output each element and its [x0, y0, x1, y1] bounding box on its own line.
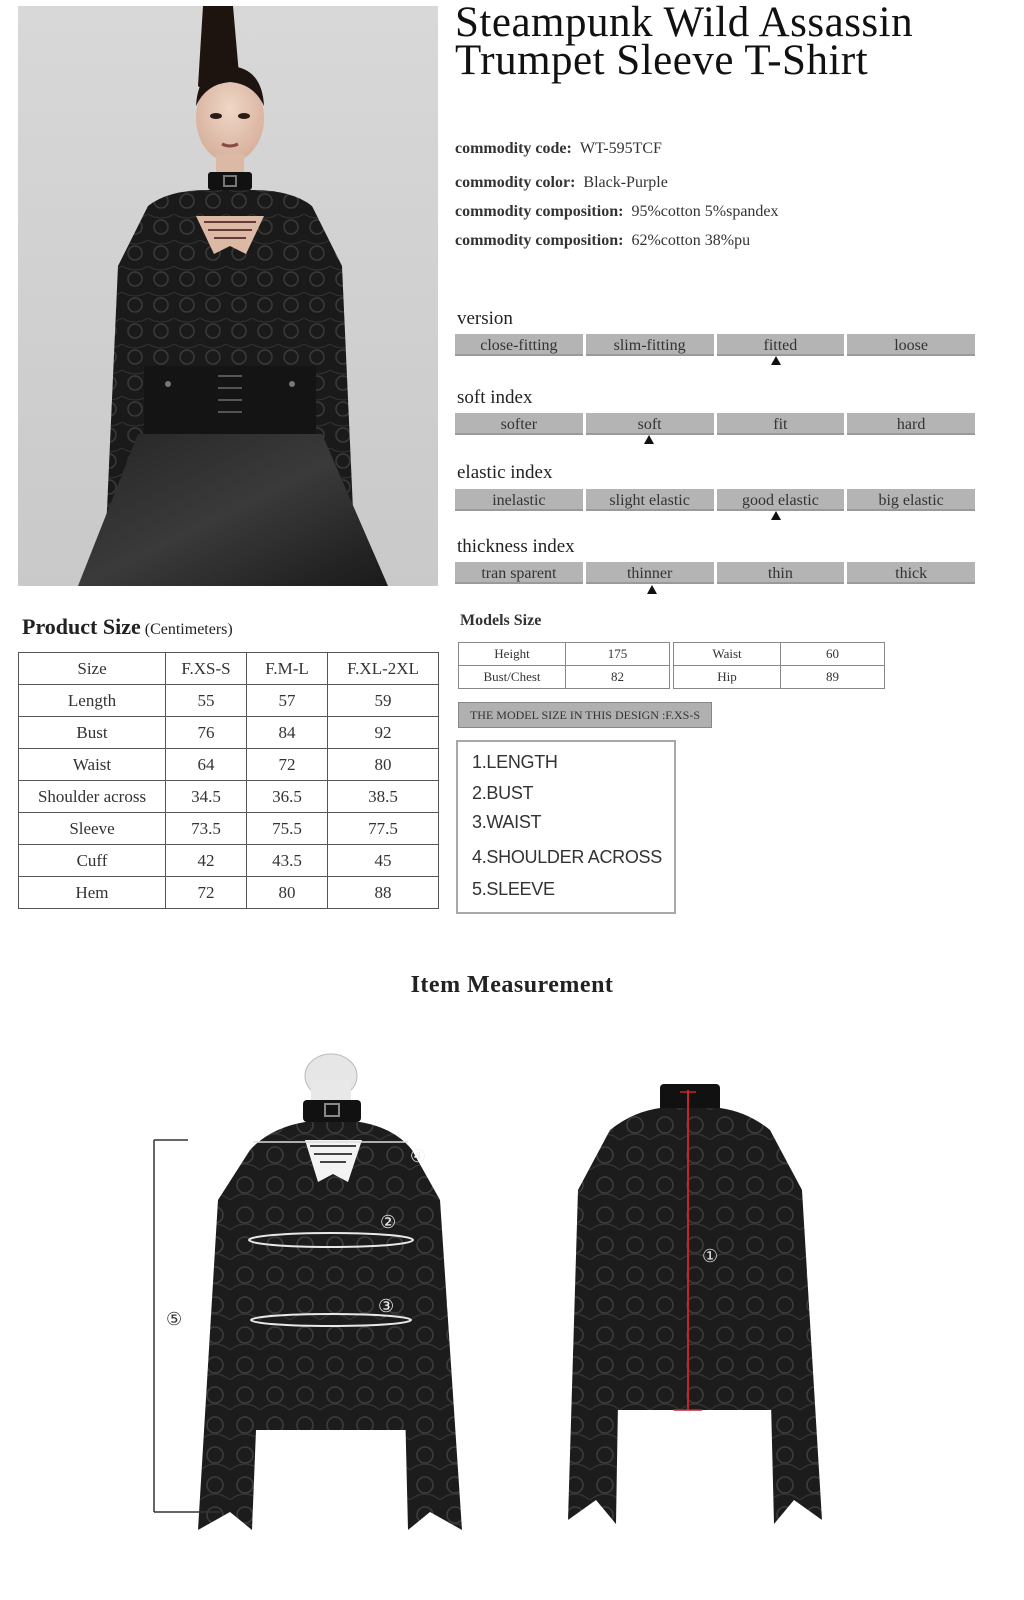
version-option: slim-fitting	[586, 334, 714, 356]
version-option-selected: fitted	[717, 334, 845, 356]
table-cell: Sleeve	[19, 813, 166, 845]
info-row-color	[455, 174, 668, 192]
info-value: WT-595TCF	[579, 140, 662, 157]
table-row	[459, 666, 670, 689]
legend-item: 4.SHOULDER ACROSS	[472, 847, 662, 867]
marker-bust: ②	[380, 1212, 397, 1233]
table-cell: 92	[328, 717, 439, 749]
soft-index-title: soft index	[457, 387, 533, 408]
thickness-index-option-selected: thinner	[586, 562, 714, 584]
product-size-title	[22, 614, 233, 640]
models-size-title: Models Size	[460, 612, 542, 629]
table-row	[674, 666, 885, 689]
marker-shoulder: ④	[410, 1146, 427, 1167]
soft-index-option: softer	[455, 413, 583, 435]
table-cell: Length	[19, 685, 166, 717]
table-cell: 57	[247, 685, 328, 717]
table-cell: 55	[166, 685, 247, 717]
table-cell: 59	[328, 685, 439, 717]
thickness-index-option: tran sparent	[455, 562, 583, 584]
table-cell: Cuff	[19, 845, 166, 877]
thickness-index-option: thin	[717, 562, 845, 584]
soft-index-option-selected: soft	[586, 413, 714, 435]
version-bar	[455, 334, 975, 356]
table-row	[19, 781, 439, 813]
table-cell: 75.5	[247, 813, 328, 845]
version-marker-icon	[771, 356, 781, 365]
thickness-index-bar	[455, 562, 975, 584]
table-cell: 89	[781, 666, 885, 689]
table-cell: 77.5	[328, 813, 439, 845]
table-row	[19, 749, 439, 781]
soft-index-option: hard	[847, 413, 975, 435]
table-cell: 43.5	[247, 845, 328, 877]
table-cell: Hip	[674, 666, 781, 689]
product-size-heading: Product Size	[22, 614, 141, 639]
table-row	[674, 643, 885, 666]
elastic-index-bar	[455, 489, 975, 511]
table-cell: Waist	[19, 749, 166, 781]
info-row-code	[455, 140, 662, 158]
table-cell: 36.5	[247, 781, 328, 813]
elastic-index-title: elastic index	[457, 462, 553, 483]
soft-index-marker-icon	[644, 435, 654, 444]
version-title: version	[457, 308, 513, 329]
table-cell: 76	[166, 717, 247, 749]
legend-item: 5.SLEEVE	[472, 879, 555, 899]
thickness-index-marker-icon	[647, 585, 657, 594]
table-cell: Bust	[19, 717, 166, 749]
version-option: loose	[847, 334, 975, 356]
table-cell: 175	[566, 643, 670, 666]
elastic-index-option: slight elastic	[586, 489, 714, 511]
product-title-line2: Trumpet Sleeve T-Shirt	[455, 37, 869, 84]
legend-item: 2.BUST	[472, 783, 534, 803]
table-cell: 64	[166, 749, 247, 781]
elastic-index-option-selected: good elastic	[717, 489, 845, 511]
table-header-cell: F.M-L	[247, 653, 328, 685]
info-row-composition-2	[455, 232, 750, 250]
table-cell: 72	[166, 877, 247, 909]
table-cell: 82	[566, 666, 670, 689]
table-row	[19, 685, 439, 717]
info-key: commodity code:	[455, 140, 572, 157]
table-cell: Shoulder across	[19, 781, 166, 813]
product-title	[455, 0, 1015, 84]
table-cell: Height	[459, 643, 566, 666]
table-cell: Bust/Chest	[459, 666, 566, 689]
info-value: 95%cotton 5%spandex	[631, 203, 779, 220]
size-table	[18, 652, 439, 909]
table-cell: 34.5	[166, 781, 247, 813]
soft-index-option: fit	[717, 413, 845, 435]
soft-index-bar	[455, 413, 975, 435]
version-option: close-fitting	[455, 334, 583, 356]
table-cell: 72	[247, 749, 328, 781]
info-value: 62%cotton 38%pu	[631, 232, 751, 249]
thickness-index-title: thickness index	[457, 536, 575, 557]
table-row	[19, 717, 439, 749]
models-size-table-left	[458, 642, 670, 689]
table-cell: Hem	[19, 877, 166, 909]
info-key: commodity color:	[455, 174, 576, 191]
measurement-legend	[456, 740, 676, 914]
model-size-note: THE MODEL SIZE IN THIS DESIGN :F.XS-S	[458, 702, 712, 728]
size-table-header	[19, 653, 439, 685]
table-cell: 80	[247, 877, 328, 909]
table-cell: 45	[328, 845, 439, 877]
item-measurement-title: Item Measurement	[410, 972, 614, 998]
table-cell: 88	[328, 877, 439, 909]
marker-length: ①	[702, 1246, 719, 1267]
legend-item: 1.LENGTH	[472, 752, 558, 772]
info-key: commodity composition:	[455, 203, 624, 220]
info-key: commodity composition:	[455, 232, 624, 249]
info-value: Black-Purple	[583, 174, 668, 191]
table-header-cell: F.XS-S	[166, 653, 247, 685]
table-cell: 60	[781, 643, 885, 666]
table-cell: 73.5	[166, 813, 247, 845]
table-header-cell: F.XL-2XL	[328, 653, 439, 685]
table-row	[19, 877, 439, 909]
marker-waist: ③	[378, 1296, 395, 1317]
table-header-cell: Size	[19, 653, 166, 685]
product-title-line1: Steampunk Wild Assassin	[455, 0, 914, 46]
table-row	[19, 813, 439, 845]
garment-front-diagram	[140, 1050, 470, 1550]
info-row-composition	[455, 203, 779, 221]
table-cell: 38.5	[328, 781, 439, 813]
legend-item: 3.WAIST	[472, 812, 542, 832]
table-row	[19, 845, 439, 877]
marker-sleeve: ⑤	[166, 1309, 183, 1330]
elastic-index-marker-icon	[771, 511, 781, 520]
models-size-table-right	[673, 642, 885, 689]
elastic-index-option: inelastic	[455, 489, 583, 511]
thickness-index-option: thick	[847, 562, 975, 584]
table-row	[459, 643, 670, 666]
garment-back-diagram	[560, 1080, 830, 1540]
table-cell: Waist	[674, 643, 781, 666]
model-photo	[18, 6, 438, 586]
table-cell: 80	[328, 749, 439, 781]
table-cell: 84	[247, 717, 328, 749]
table-cell: 42	[166, 845, 247, 877]
product-size-unit: (Centimeters)	[144, 621, 233, 638]
elastic-index-option: big elastic	[847, 489, 975, 511]
